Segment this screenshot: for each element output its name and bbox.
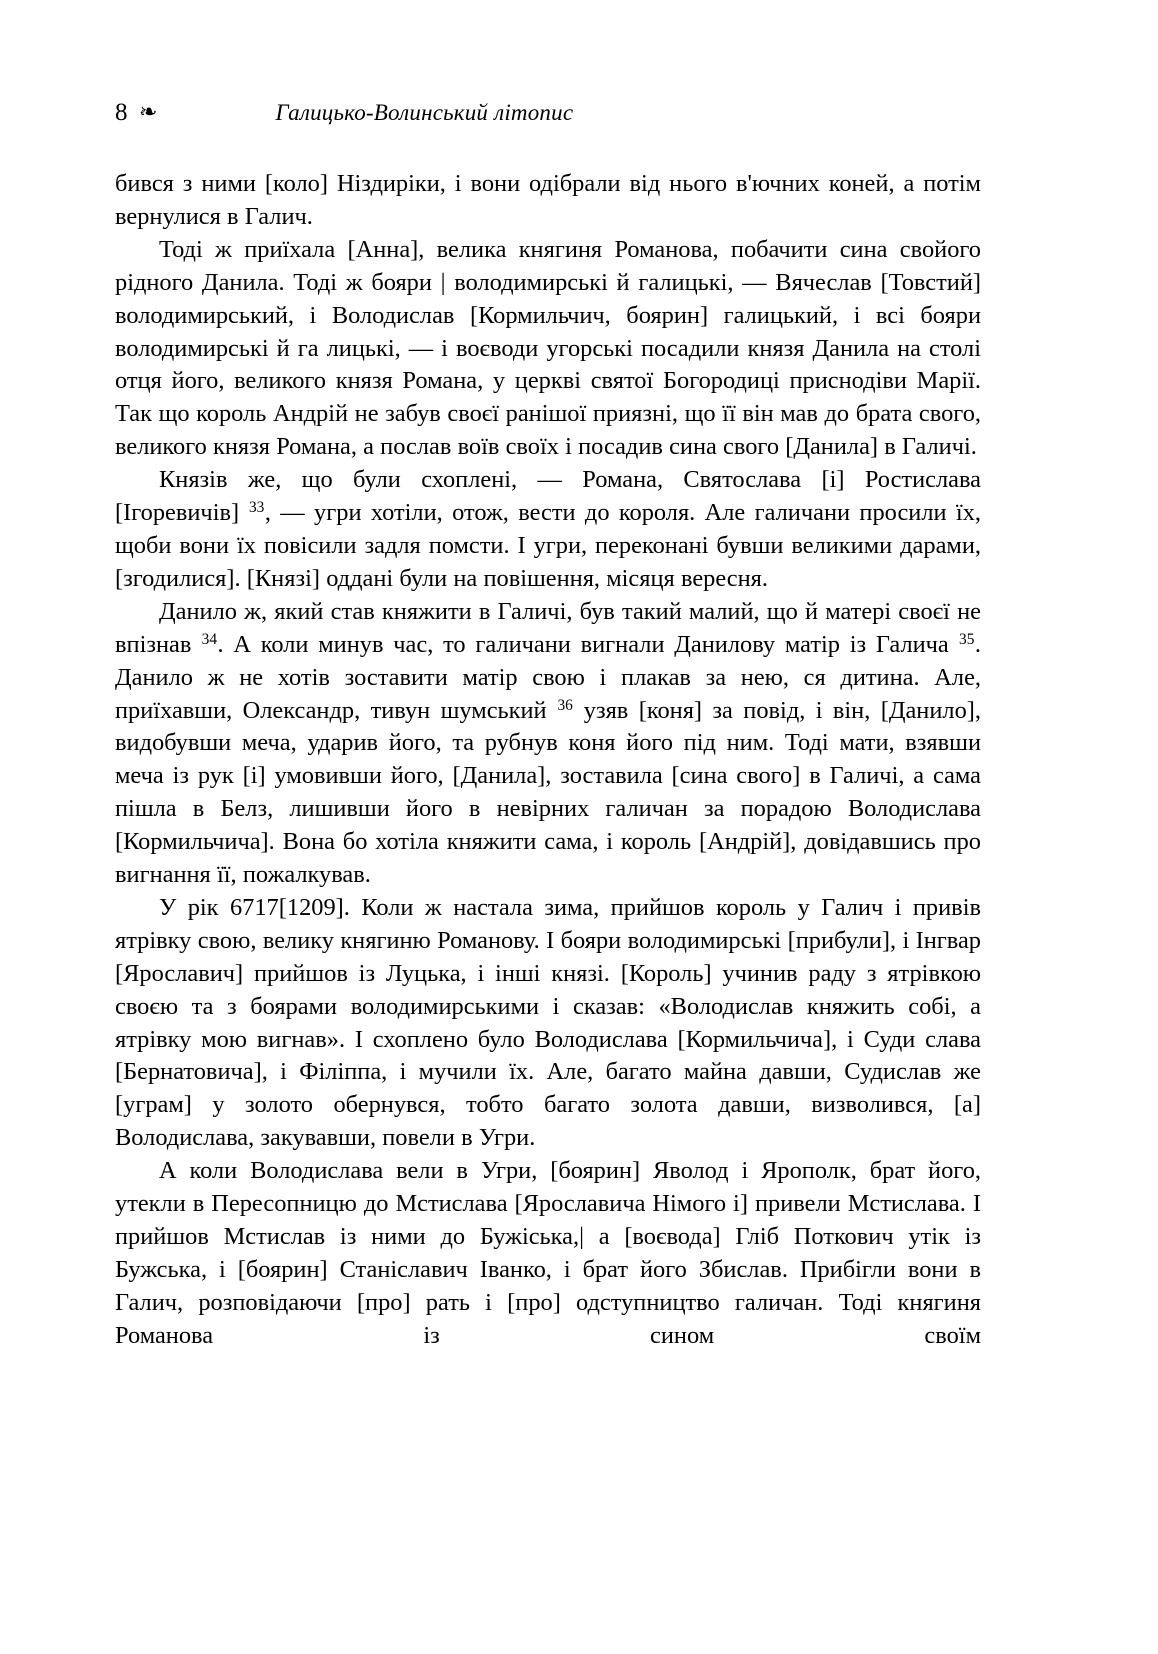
paragraph xyxy=(115,464,981,596)
paragraph-text: узяв [коня] за повід, і він, [Данило], видобувши меча, ударив його, та рубнув коня його під ним. Тоді мати, взявши меча із рук [і] умовивши його, [Данила], зоставила [сина свого] в Галичі, а сама пішла в Белз, лишивши його в невірних галичан за порадою Володислава [Кормильчича]. Вона бо хотіла княжити сама, і король [Андрій], довідавшись про вигнання її, пожалкував. xyxy=(115,696,981,889)
paragraph: А коли Володислава вели в Угри, [боярин] Яволод і Ярополк, брат його, утекли в Пересопницю до Мстислава [Ярославича Німого і] привели Мстислава. І прийшов Мстислав із ними до Бужіська,| а [воєвода] Гліб Поткович утік із Бужська, і [боярин] Станіславич Іванко, і брат його Збислав. Прибігли вони в Галич, розповідаючи [про] рать і [про] одступництво галичан. Тоді княгиня Романова із сином своїм xyxy=(115,1157,981,1349)
footnote-marker-33: 33 xyxy=(248,499,265,517)
footnote-marker-35: 35 xyxy=(959,630,975,648)
footnote-marker-36: 36 xyxy=(557,696,573,714)
paragraph-text: Князів же, що були схоплені, — Романа, Святослава [і] Ростислава [Ігоревичів] xyxy=(115,466,981,527)
paragraph xyxy=(115,596,981,892)
paragraph: Тоді ж приїхала [Анна], велика княгиня Романова, побачити сина свойого рідного Данила. Тоді ж бояри | володимирські й галицькі, — Вячеслав [Товстий] володимирський, і Володислав [Кормильчич, боярин] галицький, і всі бояри володимирські й га лицькі, — і воєводи угорські посадили князя Данила на столі отця його, великого князя Романа, у церкві святої Богородиці приснодіви Марії. Так що король Андрій не забув своєї ранішої приязні, що її він мав до брата свого, великого князя Романа, а послав воїв своїх і посадив сина свого [Данила] в Галичі. xyxy=(115,235,981,461)
paragraph: У рік 6717[1209]. Коли ж настала зима, прийшов король у Галич і привів ятрівку свою, велику княгиню Романову. І бояри володимирські [прибули], і Інгвар [Ярославич] прийшов із Луцька, і інші князі. [Король] учинив раду з ятрівкою своєю та з боярами володимирськими і сказав: «Володислав княжить собі, а ятрівку мою вигнав». І схоплено було Володислава [Кормильчича], і Суди слава [Бернатовича], і Філіппа, і мучили їх. Але, багато майна давши, Судислав же [уграм] у золото обернувся, тобто багато золота давши, визволився, [а] Володислава, закувавши, повели в Угри. xyxy=(115,893,981,1152)
paragraph-text: Данило ж, який став княжити в Галичі, був такий малий, що й матері своєї не впізнав xyxy=(115,597,981,658)
paragraph: бився з ними [коло] Ніздиріки, і вони одібрали від нього в'ючних коней, а потім вернулися в Галич. xyxy=(115,170,981,230)
paragraph-text: , — угри хотіли, отож, вести до короля. Але галичани просили їх, щоби вони їх повісили задля помсти. І угри, переконані бувши великими дарами, [згодилися]. [Князі] оддані були на повішення, місяця вересня. xyxy=(115,499,982,592)
body-text-block xyxy=(115,168,981,1353)
footnote-marker-34: 34 xyxy=(201,630,218,648)
paragraph-text: . Данило ж не хотів зоставити матір свою і плакав за нею, ся дитина. Але, приїхавши, Олександр, тивун шумський xyxy=(115,630,981,724)
running-head xyxy=(115,100,980,136)
page-number: 8 xyxy=(115,99,128,126)
running-title: Галицько-Волинський літопис xyxy=(275,100,574,125)
fleuron-ornament-icon: ❧ xyxy=(139,99,158,124)
paragraph-text: . А коли минув час, то галичани вигнали Данилову матір із Галича xyxy=(217,630,959,658)
